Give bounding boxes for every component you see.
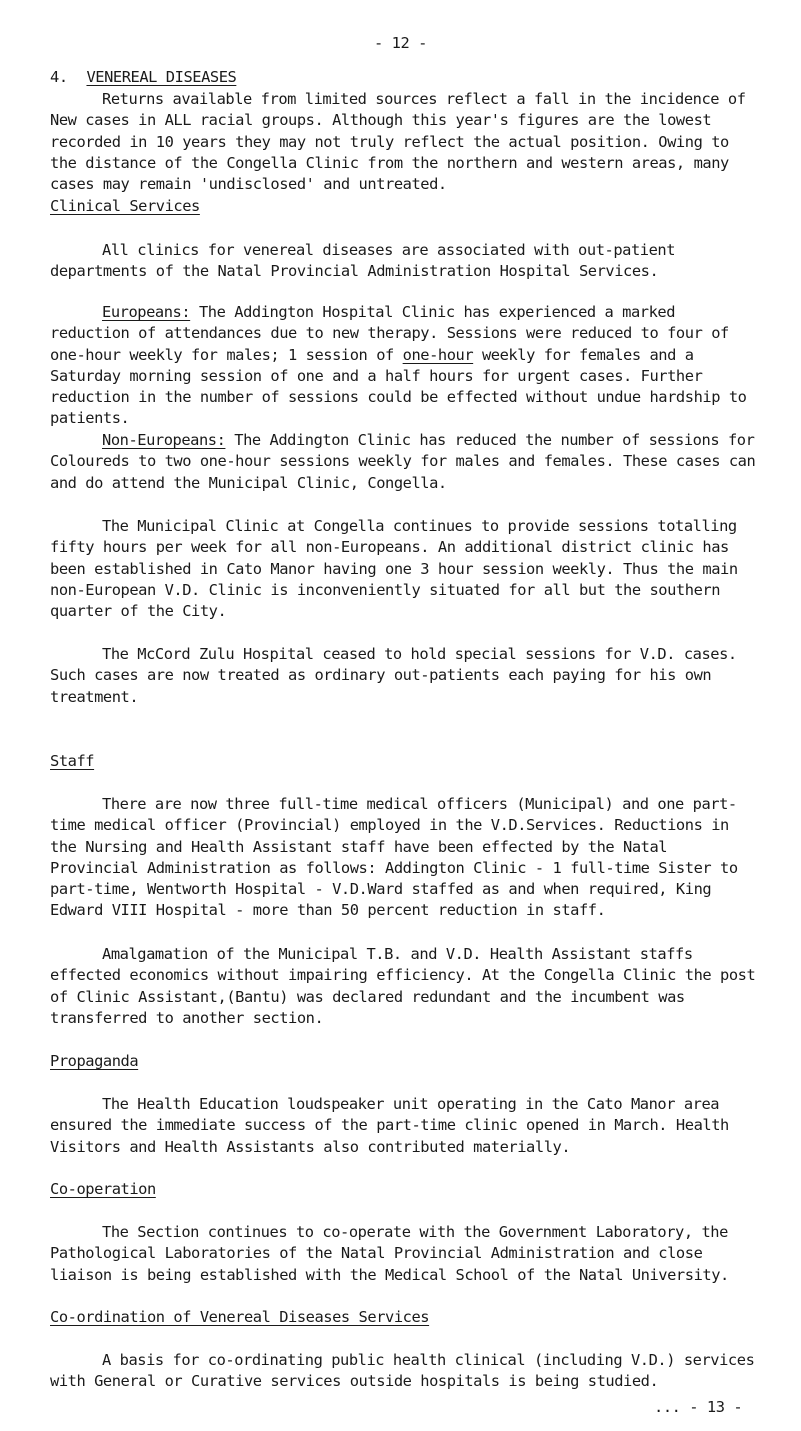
europeans-underlined: one-hour bbox=[402, 345, 474, 364]
staff-paragraph-2: Amalgamation of the Municipal T.B. and V.D. Health Assistant staffs effected economics without impairing efficiency. At the Congella Clinic the post of Clinic Assistant,(Bantu) was declared redundant and the incumbent was transferred to another section. bbox=[50, 945, 756, 1027]
europeans-paragraph bbox=[50, 302, 761, 430]
intro-paragraph: Returns available from limited sources reflect a fall in the incidence of New cases in ALL racial groups. Although this year's figures are the lowest recorded in 10 years they may not truly reflect the actual position. Owing to the distance of the Congella Clinic from the northern and western areas, many cases may remain 'undisclosed' and untreated. bbox=[50, 90, 746, 194]
europeans-text-2: weekly for females and a Saturday morning session of one and a half hours for urgent cases. Further reduction in the number of sessions could be effected without undue hardship to patients. bbox=[50, 345, 747, 428]
mccord-paragraph: The McCord Zulu Hospital ceased to hold special sessions for V.D. cases. Such cases are now treated as ordinary out-patients each paying for his own treatment. bbox=[50, 645, 737, 706]
co-ordination-heading: Co-ordination of Venereal Diseases Services bbox=[50, 1308, 430, 1326]
staff-heading: Staff bbox=[50, 752, 95, 770]
non-europeans-label: Non-Europeans: bbox=[102, 431, 226, 449]
section-title: VENEREAL DISEASES bbox=[86, 68, 237, 86]
clinical-services-heading: Clinical Services bbox=[50, 197, 200, 215]
propaganda-heading: Propaganda bbox=[50, 1052, 139, 1070]
co-operation-heading: Co-operation bbox=[50, 1180, 156, 1198]
clinical-paragraph-1: All clinics for venereal diseases are associated with out-patient departments of the Natal Provincial Administration Hospital Services. bbox=[50, 241, 676, 281]
non-europeans-paragraph bbox=[50, 430, 761, 494]
europeans-label: Europeans: bbox=[102, 303, 191, 321]
non-europeans-text: The Addington Clinic has reduced the number of sessions for Coloureds to two one-hour sessions weekly for males and females. These cases can and do attend the Municipal Clinic, Congella. bbox=[50, 431, 756, 492]
section-number: 4. bbox=[50, 68, 68, 86]
section-heading bbox=[50, 68, 236, 86]
page-number: - 12 - bbox=[374, 34, 427, 52]
municipal-clinic-paragraph: The Municipal Clinic at Congella continues to provide sessions totalling fifty hours per week for all non-Europeans. An additional district clinic has been established in Cato Manor having one 3 hour session weekly. Thus the main non-European V.D. Clinic is inconveniently situated for all but the southern quarter of the City. bbox=[50, 517, 738, 621]
staff-paragraph-1: There are now three full-time medical officers (Municipal) and one part-time medical officer (Provincial) employed in the V.D.Services. Reductions in the Nursing and Health Assistant staff have been effected by the Natal Provincial Administration as follows: Addington Clinic - 1 full-time Sister to part-time, Wentworth Hospital - V.D.Ward staffed as and when required, King Edward VIII Hospital - more than 50 percent reduction in staff. bbox=[50, 795, 738, 920]
co-ordination-paragraph: A basis for co-ordinating public health clinical (including V.D.) services with General or Curative services outside hospitals is being studied. bbox=[50, 1351, 755, 1391]
page-footer: ... - 13 - bbox=[654, 1398, 743, 1416]
propaganda-paragraph: The Health Education loudspeaker unit operating in the Cato Manor area ensured the immediate success of the part-time clinic opened in March. Health Visitors and Health Assistants also contributed materially. bbox=[50, 1095, 729, 1156]
europeans-text: The Addington Hospital Clinic has experienced a marked reduction of attendances due to new therapy. Sessions were reduced to four of one-hour weekly for males; 1 session of bbox=[50, 303, 729, 364]
co-operation-paragraph: The Section continues to co-operate with the Government Laboratory, the Pathological Laboratories of the Natal Provincial Administration and close liaison is being established with the Medical School of the Natal University. bbox=[50, 1223, 729, 1284]
